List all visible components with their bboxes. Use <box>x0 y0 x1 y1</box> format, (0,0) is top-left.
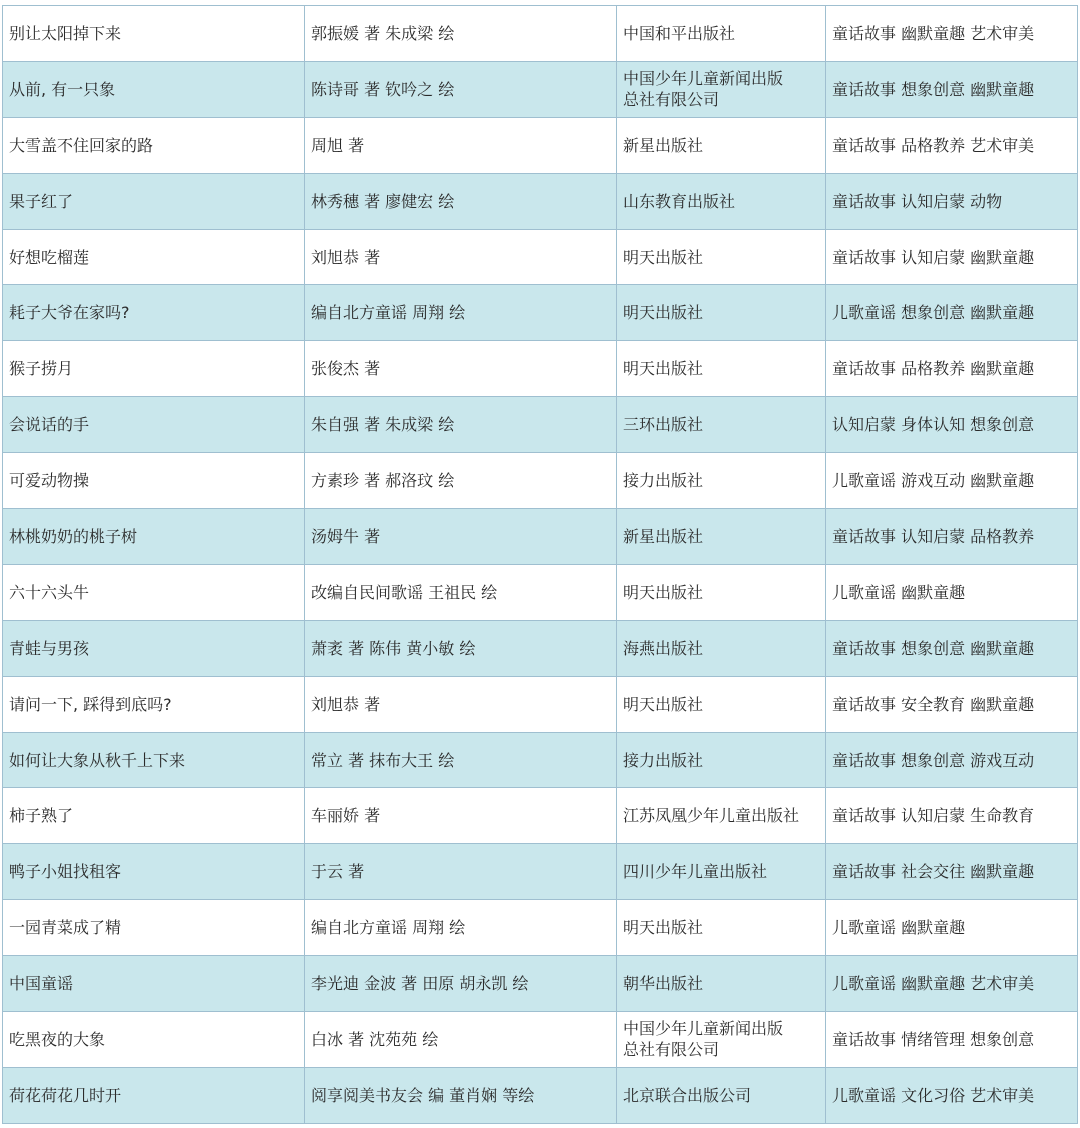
book-title-cell: 鸭子小姐找租客 <box>3 844 305 900</box>
table-row <box>3 788 1078 844</box>
book-tags-cell: 童话故事 认知启蒙 动物 <box>826 173 1078 229</box>
table-row <box>3 453 1078 509</box>
book-tags-cell: 童话故事 想象创意 幽默童趣 <box>826 620 1078 676</box>
table-row <box>3 844 1078 900</box>
book-title-cell: 吃黑夜的大象 <box>3 1012 305 1068</box>
book-tags-cell: 童话故事 幽默童趣 艺术审美 <box>826 6 1078 62</box>
book-title-cell: 好想吃榴莲 <box>3 229 305 285</box>
book-publisher-cell: 新星出版社 <box>617 509 826 565</box>
book-publisher-cell: 北京联合出版公司 <box>617 1067 826 1123</box>
book-title-cell: 别让太阳掉下来 <box>3 6 305 62</box>
table-row <box>3 620 1078 676</box>
book-author-cell: 李光迪 金波 著 田原 胡永凯 绘 <box>305 956 617 1012</box>
book-title-cell: 耗子大爷在家吗? <box>3 285 305 341</box>
book-title-cell: 青蛙与男孩 <box>3 620 305 676</box>
book-author-cell: 萧袤 著 陈伟 黄小敏 绘 <box>305 620 617 676</box>
book-author-cell: 郭振媛 著 朱成梁 绘 <box>305 6 617 62</box>
book-author-cell: 白冰 著 沈苑苑 绘 <box>305 1012 617 1068</box>
table-row <box>3 341 1078 397</box>
book-publisher-cell: 接力出版社 <box>617 453 826 509</box>
book-tags-cell: 儿歌童谣 幽默童趣 艺术审美 <box>826 956 1078 1012</box>
book-author-cell: 方素珍 著 郝洛玟 绘 <box>305 453 617 509</box>
table-row <box>3 397 1078 453</box>
book-publisher-cell: 接力出版社 <box>617 732 826 788</box>
book-tags-cell: 儿歌童谣 想象创意 幽默童趣 <box>826 285 1078 341</box>
table-row <box>3 1067 1078 1123</box>
book-author-cell: 张俊杰 著 <box>305 341 617 397</box>
book-tags-cell: 认知启蒙 身体认知 想象创意 <box>826 397 1078 453</box>
book-title-cell: 六十六头牛 <box>3 564 305 620</box>
table-row <box>3 564 1078 620</box>
book-author-cell: 刘旭恭 著 <box>305 676 617 732</box>
book-tags-cell: 儿歌童谣 文化习俗 艺术审美 <box>826 1067 1078 1123</box>
book-tags-cell: 童话故事 认知启蒙 幽默童趣 <box>826 229 1078 285</box>
book-tags-cell: 童话故事 社会交往 幽默童趣 <box>826 844 1078 900</box>
book-author-cell: 编自北方童谣 周翔 绘 <box>305 285 617 341</box>
book-author-cell: 汤姆牛 著 <box>305 509 617 565</box>
book-publisher-cell: 明天出版社 <box>617 676 826 732</box>
table-row <box>3 509 1078 565</box>
book-publisher-cell: 中国少年儿童新闻出版 总社有限公司 <box>617 1012 826 1068</box>
book-publisher-cell: 明天出版社 <box>617 900 826 956</box>
table-row <box>3 6 1078 62</box>
book-author-cell: 于云 著 <box>305 844 617 900</box>
book-title-cell: 请问一下, 踩得到底吗? <box>3 676 305 732</box>
table-row <box>3 285 1078 341</box>
table-row <box>3 900 1078 956</box>
table-row <box>3 1012 1078 1068</box>
book-tags-cell: 童话故事 情绪管理 想象创意 <box>826 1012 1078 1068</box>
book-publisher-cell: 明天出版社 <box>617 285 826 341</box>
book-tags-cell: 儿歌童谣 游戏互动 幽默童趣 <box>826 453 1078 509</box>
table-row <box>3 956 1078 1012</box>
book-author-cell: 周旭 著 <box>305 117 617 173</box>
book-list-body <box>3 6 1078 1124</box>
book-publisher-cell: 四川少年儿童出版社 <box>617 844 826 900</box>
table-row <box>3 732 1078 788</box>
book-author-cell: 编自北方童谣 周翔 绘 <box>305 900 617 956</box>
book-publisher-cell: 新星出版社 <box>617 117 826 173</box>
table-row <box>3 229 1078 285</box>
book-publisher-cell: 三环出版社 <box>617 397 826 453</box>
book-title-cell: 如何让大象从秋千上下来 <box>3 732 305 788</box>
book-tags-cell: 童话故事 认知启蒙 品格教养 <box>826 509 1078 565</box>
book-title-cell: 中国童谣 <box>3 956 305 1012</box>
book-author-cell: 刘旭恭 著 <box>305 229 617 285</box>
book-tags-cell: 童话故事 安全教育 幽默童趣 <box>826 676 1078 732</box>
book-publisher-cell: 明天出版社 <box>617 229 826 285</box>
book-tags-cell: 儿歌童谣 幽默童趣 <box>826 900 1078 956</box>
book-list-table <box>2 5 1078 1124</box>
table-row <box>3 61 1078 117</box>
book-author-cell: 常立 著 抹布大王 绘 <box>305 732 617 788</box>
book-author-cell: 阅享阅美书友会 编 董肖娴 等绘 <box>305 1067 617 1123</box>
book-publisher-cell: 明天出版社 <box>617 564 826 620</box>
book-title-cell: 可爱动物操 <box>3 453 305 509</box>
book-title-cell: 大雪盖不住回家的路 <box>3 117 305 173</box>
book-publisher-cell: 中国和平出版社 <box>617 6 826 62</box>
book-publisher-cell: 海燕出版社 <box>617 620 826 676</box>
book-title-cell: 柿子熟了 <box>3 788 305 844</box>
book-tags-cell: 童话故事 品格教养 幽默童趣 <box>826 341 1078 397</box>
book-author-cell: 改编自民间歌谣 王祖民 绘 <box>305 564 617 620</box>
book-author-cell: 车丽娇 著 <box>305 788 617 844</box>
book-tags-cell: 童话故事 想象创意 幽默童趣 <box>826 61 1078 117</box>
book-author-cell: 朱自强 著 朱成梁 绘 <box>305 397 617 453</box>
book-publisher-cell: 朝华出版社 <box>617 956 826 1012</box>
book-publisher-cell: 江苏凤凰少年儿童出版社 <box>617 788 826 844</box>
book-title-cell: 猴子捞月 <box>3 341 305 397</box>
book-author-cell: 林秀穗 著 廖健宏 绘 <box>305 173 617 229</box>
table-row <box>3 117 1078 173</box>
book-title-cell: 果子红了 <box>3 173 305 229</box>
book-publisher-cell: 明天出版社 <box>617 341 826 397</box>
book-title-cell: 从前, 有一只象 <box>3 61 305 117</box>
book-title-cell: 荷花荷花几时开 <box>3 1067 305 1123</box>
book-tags-cell: 童话故事 想象创意 游戏互动 <box>826 732 1078 788</box>
book-tags-cell: 儿歌童谣 幽默童趣 <box>826 564 1078 620</box>
book-tags-cell: 童话故事 认知启蒙 生命教育 <box>826 788 1078 844</box>
book-title-cell: 林桃奶奶的桃子树 <box>3 509 305 565</box>
book-title-cell: 会说话的手 <box>3 397 305 453</box>
book-publisher-cell: 山东教育出版社 <box>617 173 826 229</box>
table-row <box>3 676 1078 732</box>
book-author-cell: 陈诗哥 著 钦吟之 绘 <box>305 61 617 117</box>
book-tags-cell: 童话故事 品格教养 艺术审美 <box>826 117 1078 173</box>
book-publisher-cell: 中国少年儿童新闻出版 总社有限公司 <box>617 61 826 117</box>
book-title-cell: 一园青菜成了精 <box>3 900 305 956</box>
table-row <box>3 173 1078 229</box>
